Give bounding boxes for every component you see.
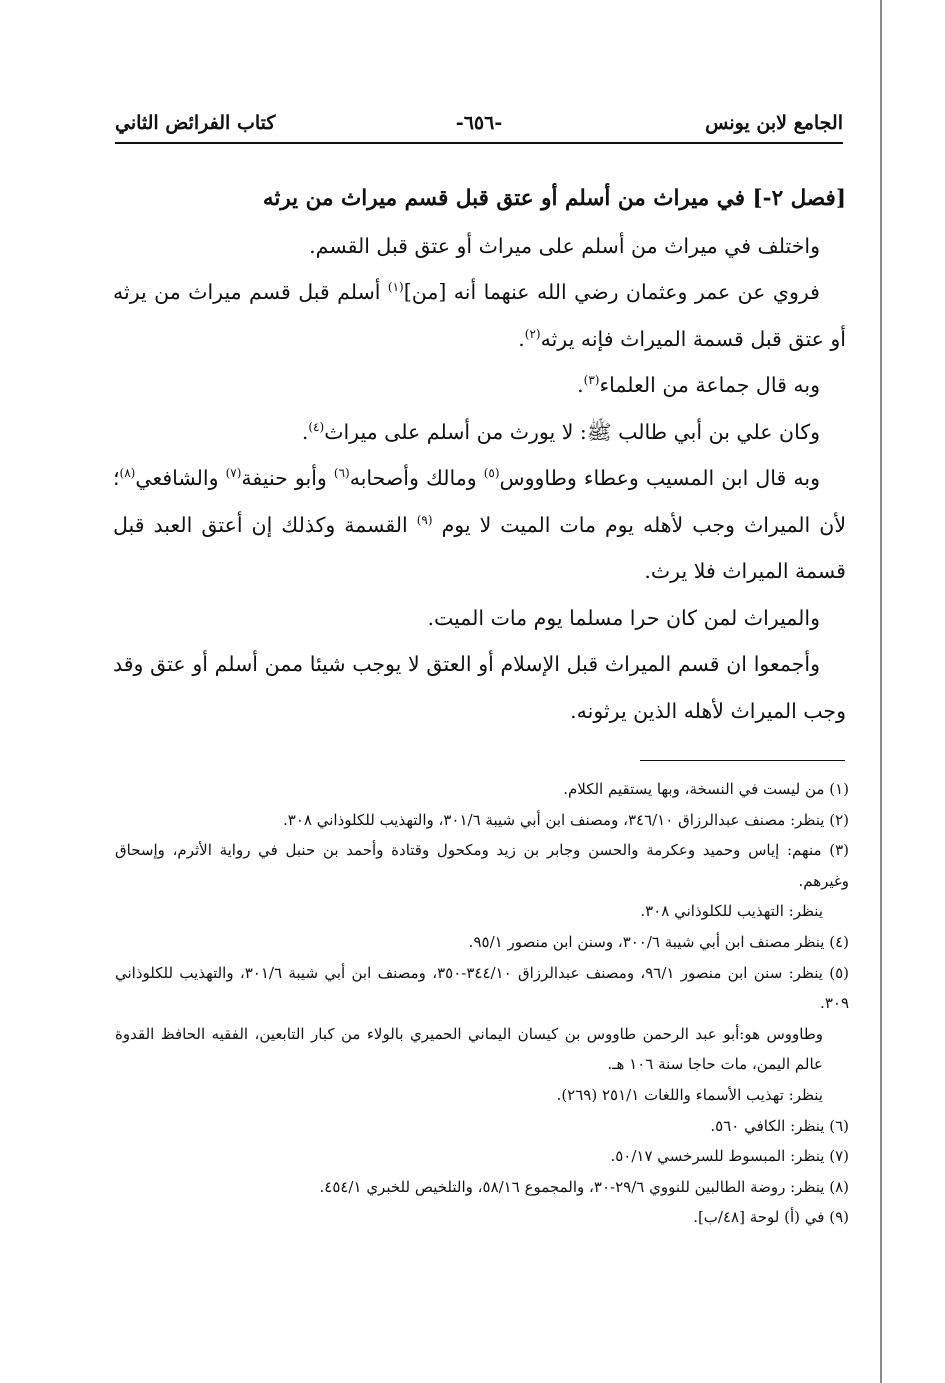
footnote-8: (٨) ينظر: روضة الطالبين للنووي ٢٩/٦-٣٠، والمجموع ٥٨/١٦، والتلخيص للخبري ٤٥٤/١. — [319, 1177, 849, 1196]
paragraph-2 — [113, 269, 846, 362]
footnote-ref-1: (١) — [387, 280, 404, 295]
page-number: -٦٥٦- — [455, 112, 503, 134]
paragraph-5-text-a: وبه قال ابن المسيب وعطاء وطاووس — [499, 466, 820, 490]
footnote-9: (٩) في (أ) لوحة [٤٨/ب]. — [693, 1208, 849, 1227]
footnote-ref-7: (٧) — [225, 466, 242, 481]
footnote-2: (٢) ينظر: مصنف عبدالرزاق ٣٤٦/١٠، ومصنف ابن أبي شيبة ٣٠١/٦، والتهذيب للكلوذاني ٣٠٨. — [283, 810, 849, 829]
header-book-title: الجامع لابن يونس — [705, 112, 843, 134]
paragraph-4-text-a: وكان علي بن أبي طالب ﷺ: لا يورث من أسلم على ميراث — [324, 419, 820, 444]
paragraph-4-text-c: . — [301, 419, 309, 444]
footnote-ref-6: (٦) — [333, 466, 350, 481]
paragraph-5-text-c: وأبو حنيفة — [241, 466, 334, 490]
paragraph-5-text-d: والشافعي — [135, 466, 226, 490]
footnote-5: (٥) ينظر: سنن ابن منصور ٩٦/١، ومصنف عبدالرزاق ٣٤٤/١٠-٣٥٠، ومصنف ابن أبي شيبة ٣٠١/٦، والتهذيب للكلوذاني ٣٠٩. — [115, 963, 850, 1013]
paragraph-2-text-b: أسلم قبل قسم ميراث من يرثه أو عتق قبل قسمة الميراث فإنه يرثه — [113, 280, 846, 351]
footnote-ref-9: (٩) — [416, 512, 433, 527]
footnote-ref-3: (٣) — [583, 373, 600, 388]
paragraph-2-text-c: . — [518, 326, 525, 351]
paragraph-3 — [113, 362, 846, 409]
scan-page-edge — [880, 0, 882, 1383]
footnote-ref-2: (٢) — [524, 326, 541, 341]
paragraph-3-text-a: وبه قال جماعة من العلماء — [599, 373, 820, 397]
footnote-1: (١) من ليست في النسخة، وبها يستقيم الكلام. — [563, 780, 849, 798]
paragraph-2-text-a: فروي عن عمر وعثمان رضي الله عنهما أنه [من] — [403, 280, 820, 304]
running-header — [115, 112, 843, 142]
footnotes — [115, 774, 849, 1233]
paragraph-5-text-f: القسمة وكذلك إن أعتق العبد قبل قسمة الميراث فلا يرث. — [113, 512, 846, 583]
paragraph-7: وأجمعوا ان قسم الميراث قبل الإسلام أو العتق لا يوجب شيئا ممن أسلم أو عتق وقد وجب الميراث لأهله الذين يرثونه. — [113, 652, 846, 723]
footnote-5-reference: ينظر: تهذيب الأسماء واللغات ٢٥١/١ (٢٦٩). — [556, 1085, 823, 1104]
section-title: [فصل ٢-] في ميراث من أسلم أو عتق قبل قسم ميراث من يرثه — [262, 186, 846, 211]
paragraph-1: واختلف في ميراث من أسلم على ميراث أو عتق قبل القسم. — [309, 233, 820, 258]
header-chapter-title: كتاب الفرائض الثاني — [115, 112, 276, 134]
footnote-7: (٧) ينظر: المبسوط للسرخسي ٥٠/١٧. — [610, 1147, 849, 1166]
footnote-3: (٣) منهم: إياس وحميد وعكرمة والحسن وجابر بن زيد ومكحول وقتادة وأحمد بن حنبل في رواية الأثرم، وإسحاق وغيرهم. — [115, 841, 849, 890]
footnote-separator — [640, 760, 845, 761]
footnote-ref-8: (٨) — [119, 466, 136, 481]
paragraph-5 — [113, 455, 846, 595]
paragraph-5-text-b: ومالك وأصحابه — [349, 466, 484, 490]
footnote-3-reference: ينظر: التهذيب للكلوذاني ٣٠٨. — [640, 902, 823, 921]
paragraph-5-text-e: ؛ لأن الميراث وجب لأهله يوم مات الميت لا يوم — [113, 466, 847, 537]
paragraph-6: والميراث لمن كان حرا مسلما يوم مات الميت. — [427, 605, 820, 630]
paragraph-3-text-c: . — [577, 373, 584, 397]
header-rule — [115, 142, 843, 144]
footnote-6: (٦) ينظر: الكافي ٥٦٠. — [710, 1116, 849, 1135]
footnote-5-biography: وطاووس هو:أبو عبد الرحمن طاووس بن كيسان اليماني الحميري بالولاء من كبار التابعين، الفقيه الحافظ القدوة عالم اليمن، مات حاجا سنة ١٠٦ هـ. — [115, 1024, 823, 1074]
paragraph-4 — [113, 409, 846, 456]
footnote-ref-4: (٤) — [308, 419, 325, 434]
main-text — [113, 176, 846, 734]
footnote-4: (٤) ينظر مصنف ابن أبي شيبة ٣٠٠/٦، وسنن ابن منصور ٩٥/١. — [468, 932, 849, 951]
footnote-ref-5: (٥) — [483, 466, 500, 481]
